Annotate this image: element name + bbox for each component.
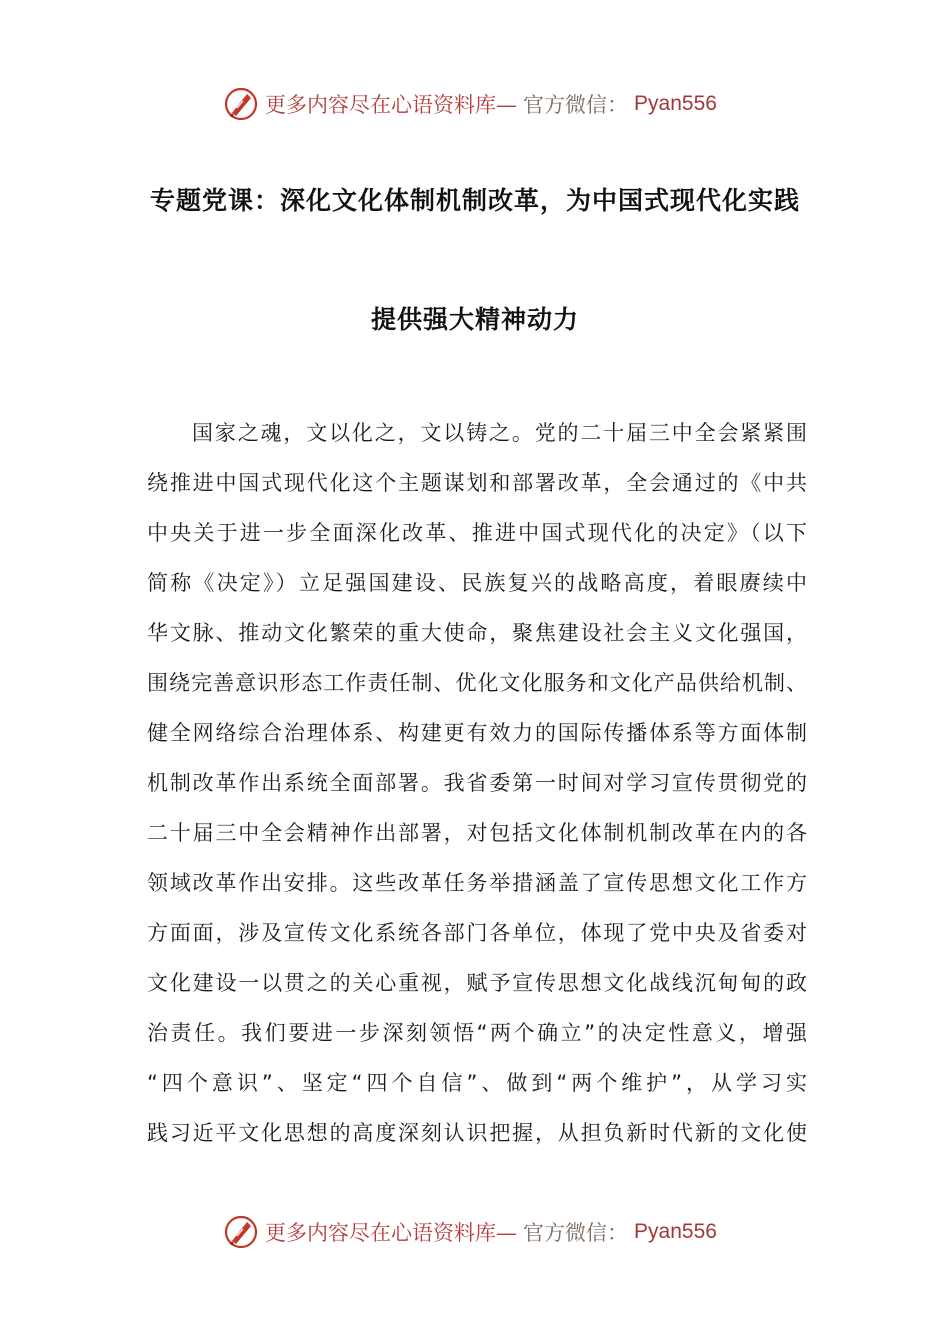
watermark-text: 更多内容尽在心语资料库— [265, 93, 518, 117]
body-line: 治责任。我们要进一步深刻领悟“两个确立”的决定性意义，增强 [147, 1021, 807, 1045]
watermark-text: 更多内容尽在心语资料库— [265, 1221, 518, 1245]
body-line: 围绕完善意识形态工作责任制、优化文化服务和文化产品供给机制、 [147, 671, 807, 695]
document-title-line-1: 专题党课：深化文化体制机制改革，为中国式现代化实践 [149, 186, 800, 215]
watermark-wechat-label: 官方微信： [523, 93, 629, 117]
body-line: 践习近平文化思想的高度深刻认识把握，从担负新时代新的文化使 [147, 1121, 807, 1145]
pen-logo-icon [223, 86, 259, 122]
body-line: 简称《决定》）立足强国建设、民族复兴的战略高度，着眼赓续中 [147, 571, 807, 595]
header-watermark [0, 84, 950, 124]
body-line: 二十届三中全会精神作出部署，对包括文化体制机制改革在内的各 [147, 821, 807, 845]
body-line: 绕推进中国式现代化这个主题谋划和部署改革，全会通过的《中共 [147, 471, 807, 495]
body-line: 文化建设一以贯之的关心重视，赋予宣传思想文化战线沉甸甸的政 [147, 971, 807, 995]
body-line: 中央关于进一步全面深化改革、推进中国式现代化的决定》（以下 [147, 521, 807, 545]
body-line: 方面面，涉及宣传文化系统各部门各单位，体现了党中央及省委对 [147, 921, 807, 945]
body-line: 国家之魂，文以化之，文以铸之。党的二十届三中全会紧紧围 [192, 421, 807, 445]
body-line: 健全网络综合治理体系、构建更有效力的国际传播体系等方面体制 [147, 721, 807, 745]
body-line: “四个意识”、坚定“四个自信”、做到“两个维护”，从学习实 [147, 1071, 807, 1095]
watermark-wechat-id: Pyan556 [634, 92, 717, 115]
body-line: 华文脉、推动文化繁荣的重大使命，聚焦建设社会主义文化强国， [147, 621, 807, 645]
body-line: 领域改革作出安排。这些改革任务举措涵盖了宣传思想文化工作方 [147, 871, 807, 895]
document-title-line-2: 提供强大精神动力 [370, 305, 579, 334]
body-line: 机制改革作出系统全面部署。我省委第一时间对学习宣传贯彻党的 [147, 771, 807, 795]
footer-watermark [0, 1212, 950, 1252]
watermark-wechat-label: 官方微信： [523, 1221, 629, 1245]
pen-logo-icon [223, 1214, 259, 1250]
watermark-wechat-id: Pyan556 [634, 1220, 717, 1243]
